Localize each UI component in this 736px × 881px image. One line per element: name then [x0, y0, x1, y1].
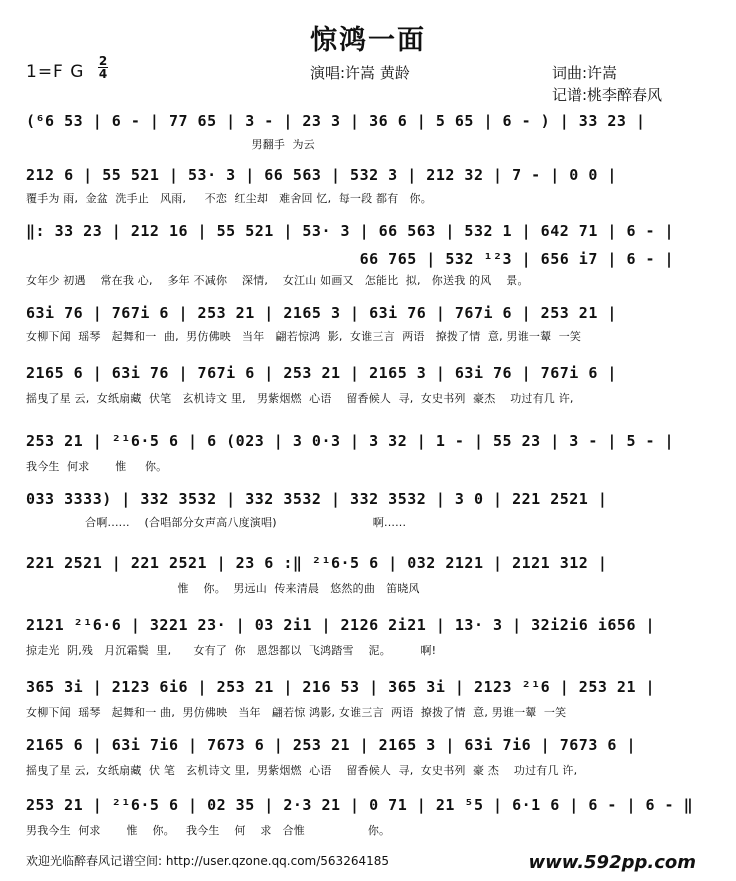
melody-line: 212 6 | 55 521 | 53· 3 | 66 563 | 532 3 | 212 32 | 7 - | 0 0 |: [26, 166, 617, 184]
lyric-line: 女柳下闻 瑶琴 起舞和一 曲, 男仿佛映 当年 翩若惊 鸿影, 女谁三言 两语 撩拨了情 意, 男谁一颦 一笑: [26, 706, 567, 719]
lyric-line: 女柳下闻 瑶琴 起舞和一 曲, 男仿佛映 当年 翩若惊鸿 影, 女谁三言 两语 撩拨了情 意, 男谁一颦 一笑: [26, 330, 582, 343]
lyric-line: 覆手为 雨, 金盆 洗手止 风雨, 不恋 红尘却 难舍回 忆, 每一段 都有 你。: [26, 192, 432, 205]
lyric-line: 合啊...... (合唱部分女声高八度演唱) 啊......: [26, 516, 407, 529]
lyric-line: 我今生 何求 惟 你。: [26, 460, 168, 473]
time-top: 2: [98, 54, 108, 68]
singers: 演唱:许嵩 黄龄: [310, 64, 410, 82]
melody-line: 2165 6 | 63i 76 | 767i 6 | 253 21 | 2165 3 | 63i 76 | 767i 6 |: [26, 364, 617, 382]
melody-line: (⁶6 53 | 6 - | 77 65 | 3 - | 23 3 | 36 6 | 5 65 | 6 - ) | 33 23 |: [26, 112, 646, 130]
notator: 记谱:桃李醉春风: [552, 86, 663, 104]
key-signature: 1=F G: [26, 62, 85, 82]
site-watermark: www.592pp.com: [528, 852, 696, 873]
melody-line: 253 21 | ²¹6·5 6 | 02 35 | 2·3 21 | 0 71 | 21 ⁵5 | 6·1 6 | 6 - | 6 - ‖: [26, 796, 694, 814]
melody-line: 033 3333) | 332 3532 | 332 3532 | 332 3532 | 3 0 | 221 2521 |: [26, 490, 608, 508]
lyric-line: 惟 你。 男远山 传来清晨 悠然的曲 笛晓风: [26, 582, 420, 595]
lyric-line: 男翻手 为云: [26, 138, 315, 151]
melody-line: 2121 ²¹6·6 | 3221 23· | 03 2i1 | 2126 2i21 | 13· 3 | 32i2i6 i656 |: [26, 616, 656, 634]
blog-footer: 欢迎光临醉春风记谱空间: http://user.qzone.qq.com/563264185: [26, 854, 390, 868]
melody-line: 253 21 | ²¹6·5 6 | 6 (023 | 3 0·3 | 3 32 | 1 - | 55 23 | 3 - | 5 - |: [26, 432, 675, 450]
melody-line: 2165 6 | 63i 7i6 | 7673 6 | 253 21 | 2165 3 | 63i 7i6 | 7673 6 |: [26, 736, 636, 754]
lyricist: 词曲:许嵩: [552, 64, 618, 82]
lyric-line: 男我今生 何求 惟 你。 我今生 何 求 合惟 你。: [26, 824, 391, 837]
lyric-line: 女年少 初遇 常在我 心, 多年 不减你 深情, 女江山 如画又 怎能比 拟, 你送我 的风 景。: [26, 274, 529, 287]
time-bottom: 4: [98, 67, 108, 81]
melody-line: 66 765 | 532 ¹²3 | 656 i7 | 6 - |: [26, 250, 675, 268]
time-signature: [96, 56, 110, 80]
lyric-line: 摇曳了星 云, 女纸扇藏 伏笔 玄机诗文 里, 男紫烟燃 心语 留香候人 寻, 女史书列 豪杰 功过有几 许,: [26, 392, 574, 405]
page-title: 惊鸿一面: [310, 25, 426, 56]
melody-line: ‖: 33 23 | 212 16 | 55 521 | 53· 3 | 66 563 | 532 1 | 642 71 | 6 - |: [26, 222, 675, 240]
melody-line: 221 2521 | 221 2521 | 23 6 :‖ ²¹6·5 6 | 032 2121 | 2121 312 |: [26, 554, 608, 572]
melody-line: 365 3i | 2123 6i6 | 253 21 | 216 53 | 365 3i | 2123 ²¹6 | 253 21 |: [26, 678, 656, 696]
melody-line: 63i 76 | 767i 6 | 253 21 | 2165 3 | 63i 76 | 767i 6 | 253 21 |: [26, 304, 617, 322]
lyric-line: 掠走光 阴,残 月沉霜鬓 里, 女有了 你 恩怨都以 飞鸿踏雪 泥。 啊!: [26, 644, 437, 657]
lyric-line: 摇曳了星 云, 女纸扇藏 伏 笔 玄机诗文 里, 男紫烟燃 心语 留香候人 寻, 女史书列 豪 杰 功过有几 许,: [26, 764, 578, 777]
